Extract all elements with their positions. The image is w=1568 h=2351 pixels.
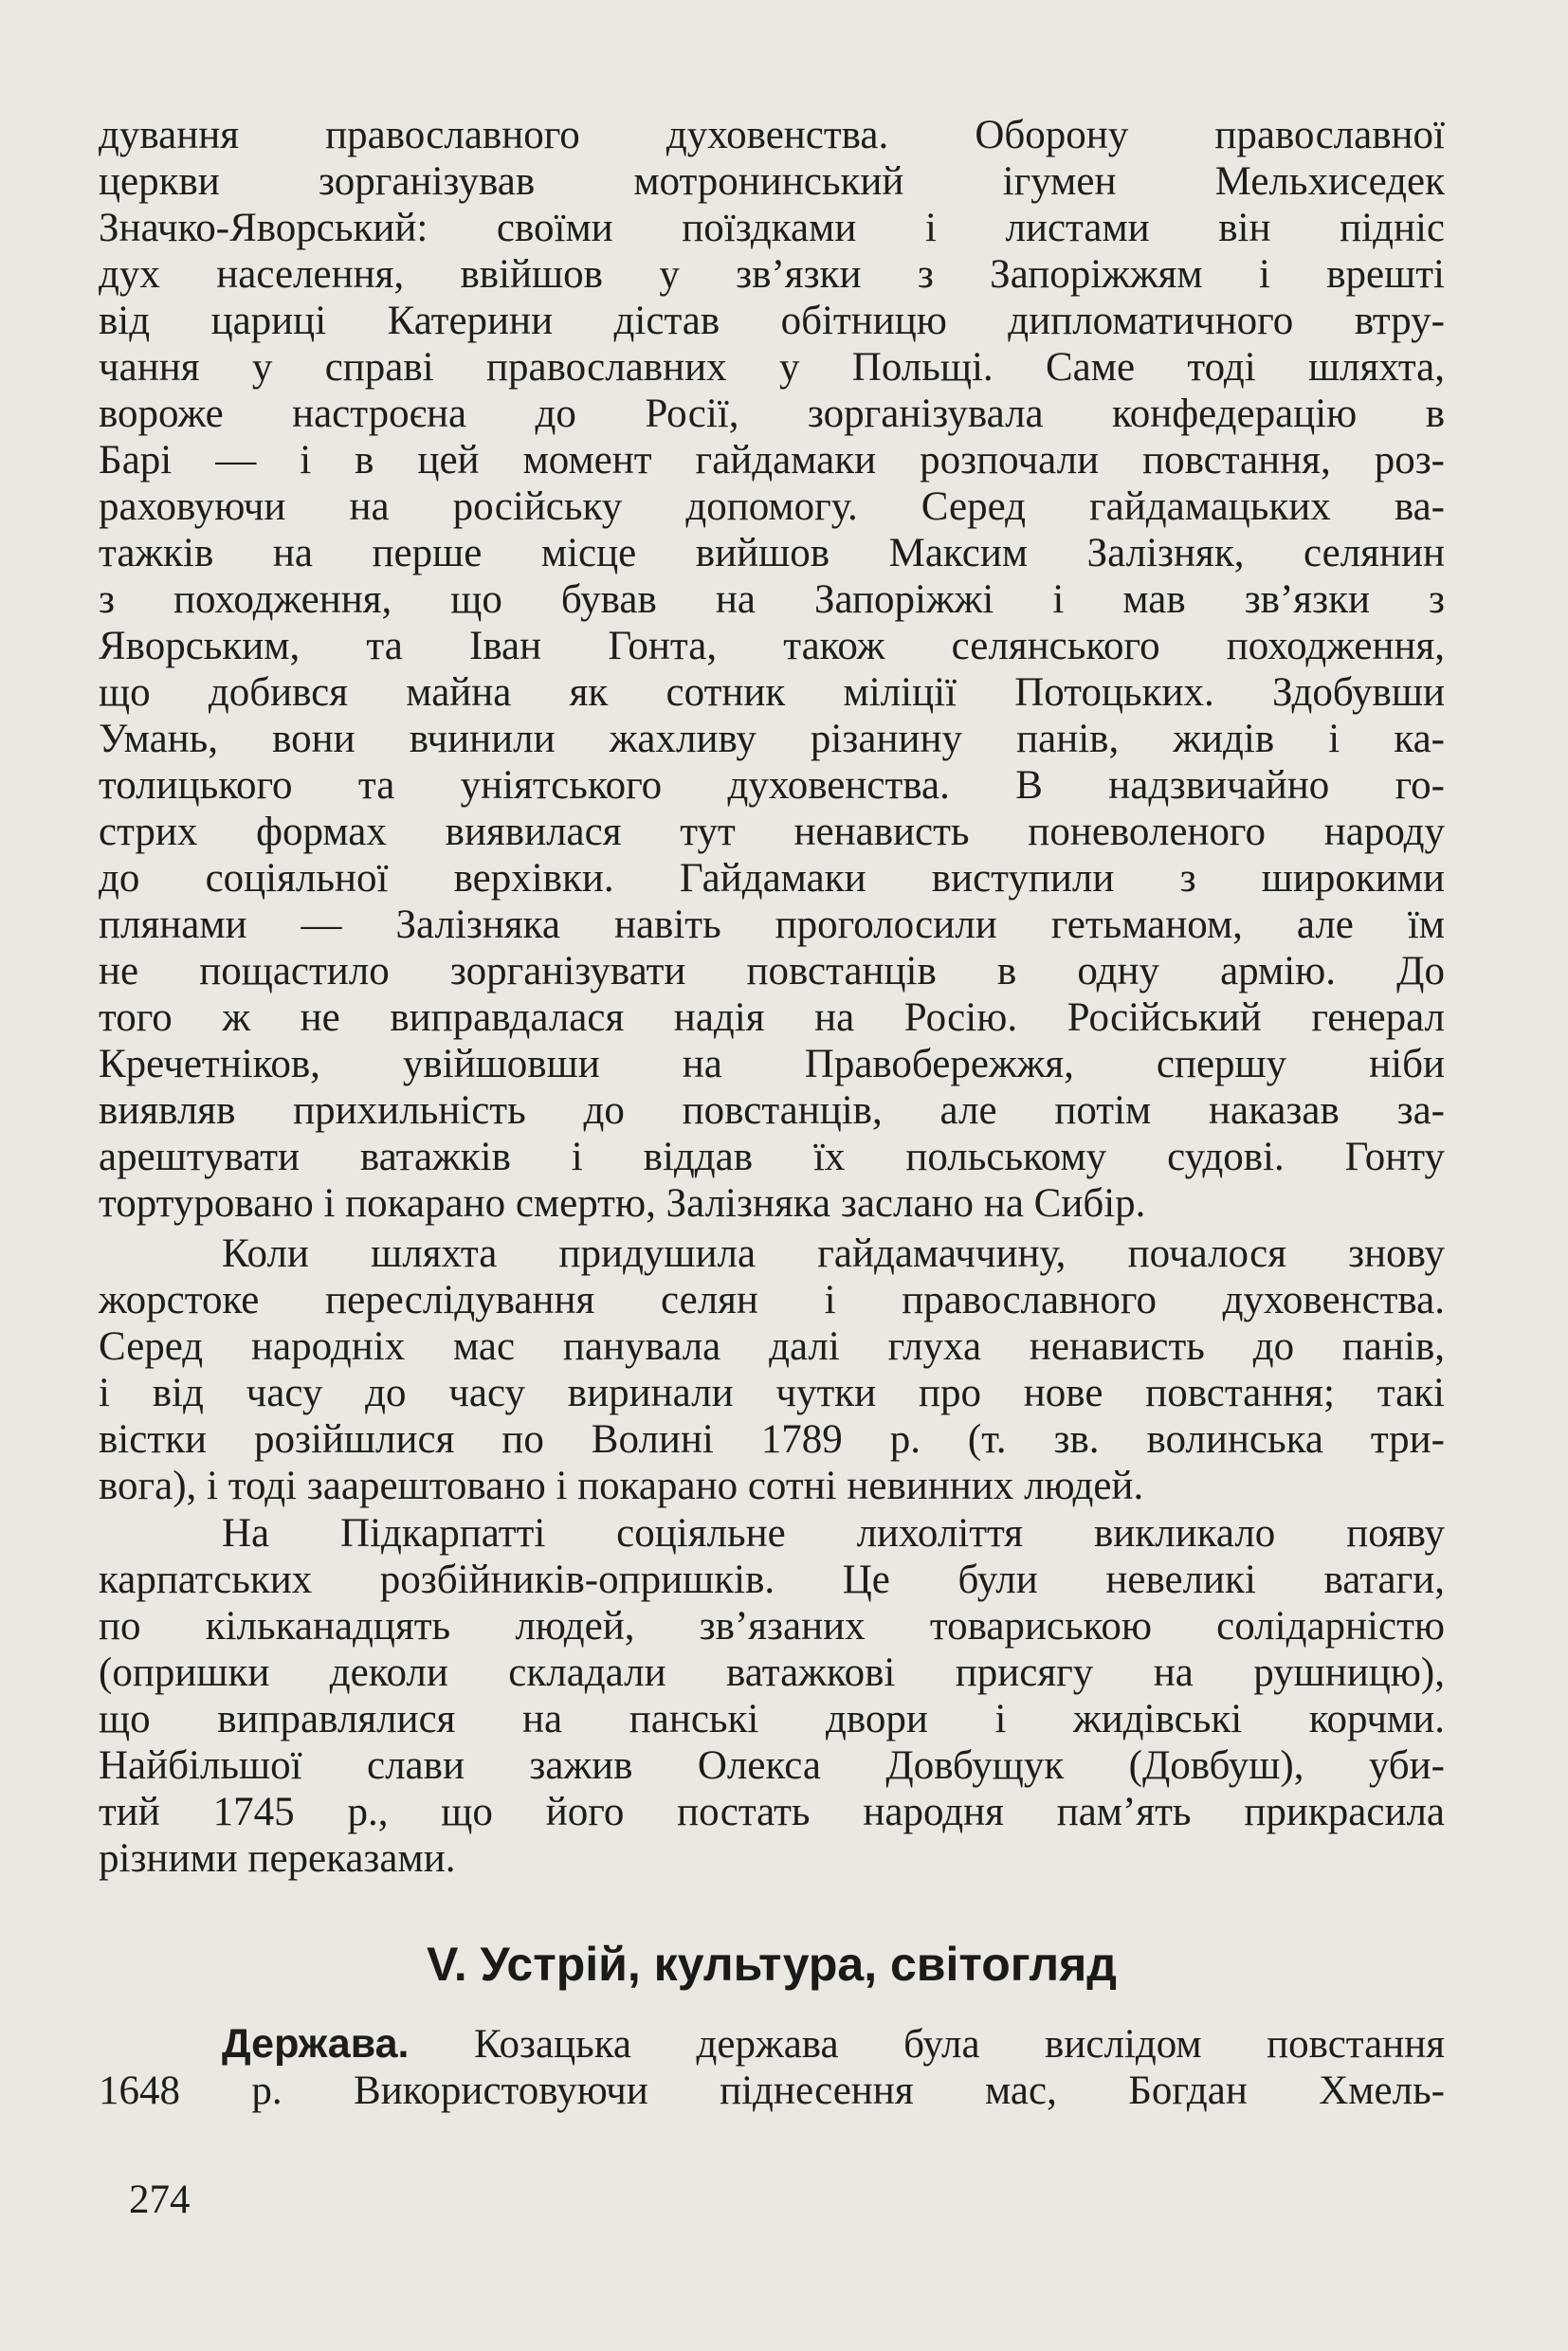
text-line: раховуючи на російську допомогу. Серед гайдамацьких ва- <box>99 484 1445 529</box>
text-line: Коли шляхта придушила гайдамаччину, почалося знову <box>222 1231 1445 1276</box>
text-line: тажків на перше місце вийшов Максим Залізняк, селянин <box>99 531 1445 575</box>
page-number: 274 <box>129 2178 191 2222</box>
text-line: Значко-Яворський: своїми поїздками і листами він підніс <box>99 206 1445 250</box>
text-line: чання у справі православних у Польщі. Саме тоді шляхта, <box>99 345 1445 390</box>
paragraph-repressions <box>99 1230 1445 1509</box>
text-line: На Підкарпатті соціяльне лихоліття викликало появу <box>222 1511 1445 1556</box>
text-line: Серед народніх мас панувала далі глуха ненависть до панів, <box>99 1324 1445 1369</box>
text-line: арештувати ватажків і віддав їх польському судові. Гонту <box>99 1135 1445 1179</box>
text-line: не пощастило зорганізувати повстанців в одну армію. До <box>99 949 1445 993</box>
text-line: що добився майна як сотник міліції Потоцьких. Здобувши <box>99 670 1445 715</box>
text-line: Умань, вони вчинили жахливу різанину панів, жидів і ка- <box>99 717 1445 761</box>
text-line-rest: Козацька держава була вислідом повстання <box>409 2022 1445 2067</box>
run-in-heading: Держава. <box>222 2021 410 2067</box>
text-line: того ж не виправдалася надія на Росію. Російський генерал <box>99 995 1445 1040</box>
text-line: Барі — і в цей момент гайдамаки розпочали повстання, роз- <box>99 438 1445 483</box>
text-line: Кречетніков, увійшовши на Правобережжя, спершу ніби <box>99 1042 1445 1086</box>
text-line: вороже настроєна до Росії, зорганізувала конфедерацію в <box>99 392 1445 436</box>
text-line: від цариці Катерини дістав обітницю дипломатичного втру- <box>99 299 1445 343</box>
text-line: що виправлялися на панські двори і жидівські корчми. <box>99 1697 1445 1741</box>
text-line: виявляв прихильність до повстанців, але потім наказав за- <box>99 1088 1445 1133</box>
paragraph-haidamaky-uprising <box>99 112 1445 1227</box>
text-line: дух населення, ввійшов у зв’язки з Запоріжжям і врешті <box>99 252 1445 297</box>
text-line: (опришки деколи складали ватажкові присягу на рушницю), <box>99 1650 1445 1695</box>
text-line: церкви зорганізував мотронинський ігумен Мельхиседек <box>99 159 1445 204</box>
text-line: толицького та уніятського духовенства. В надзвичайно го- <box>99 763 1445 808</box>
text-line: вога), і тоді заарештовано і покарано сотні невинних людей. <box>99 1464 1144 1508</box>
text-line: до соціяльної верхівки. Гайдамаки виступили з широкими <box>99 856 1445 901</box>
text-line <box>99 2021 1445 2068</box>
paragraph-opryshky <box>99 1510 1445 1882</box>
text-line: тий 1745 р., що його постать народня пам’ять прикрасила <box>99 1790 1445 1834</box>
text-line: Найбільшої слави зажив Олекса Довбущук (Довбуш), уби- <box>99 1743 1445 1788</box>
text-line: різними переказами. <box>99 1836 456 1881</box>
text-line: тортуровано і покарано смертю, Залізняка заслано на Сибір. <box>99 1181 1146 1226</box>
text-line: карпатських розбійників-опришків. Це були невеликі ватаги, <box>99 1558 1445 1602</box>
text-line: по кільканадцять людей, зв’язаних товариською солідарністю <box>99 1604 1445 1649</box>
text-line: плянами — Залізняка навіть проголосили гетьманом, але їм <box>99 902 1445 947</box>
text-line: дування православного духовенства. Оборону православної <box>99 113 1445 157</box>
text-line: Яворським, та Іван Гонта, також селянського походження, <box>99 624 1445 668</box>
text-line: з походження, що бував на Запоріжжі і мав зв’язки з <box>99 577 1445 622</box>
text-line: жорстоке переслідування селян і православного духовенства. <box>99 1278 1445 1322</box>
text-line: вістки розійшлися по Волині 1789 р. (т. зв. волинська три- <box>99 1417 1445 1462</box>
text-line: 1648 р. Використовуючи піднесення мас, Богдан Хмель- <box>99 2069 1445 2113</box>
text-line: стрих формах виявилася тут ненависть поневоленого народу <box>99 810 1445 854</box>
paragraph-state <box>99 2021 1445 2114</box>
section-heading: V. Устрій, культура, світогляд <box>426 1938 1118 1991</box>
text-line: і від часу до часу виринали чутки про нове повстання; такі <box>99 1371 1445 1415</box>
